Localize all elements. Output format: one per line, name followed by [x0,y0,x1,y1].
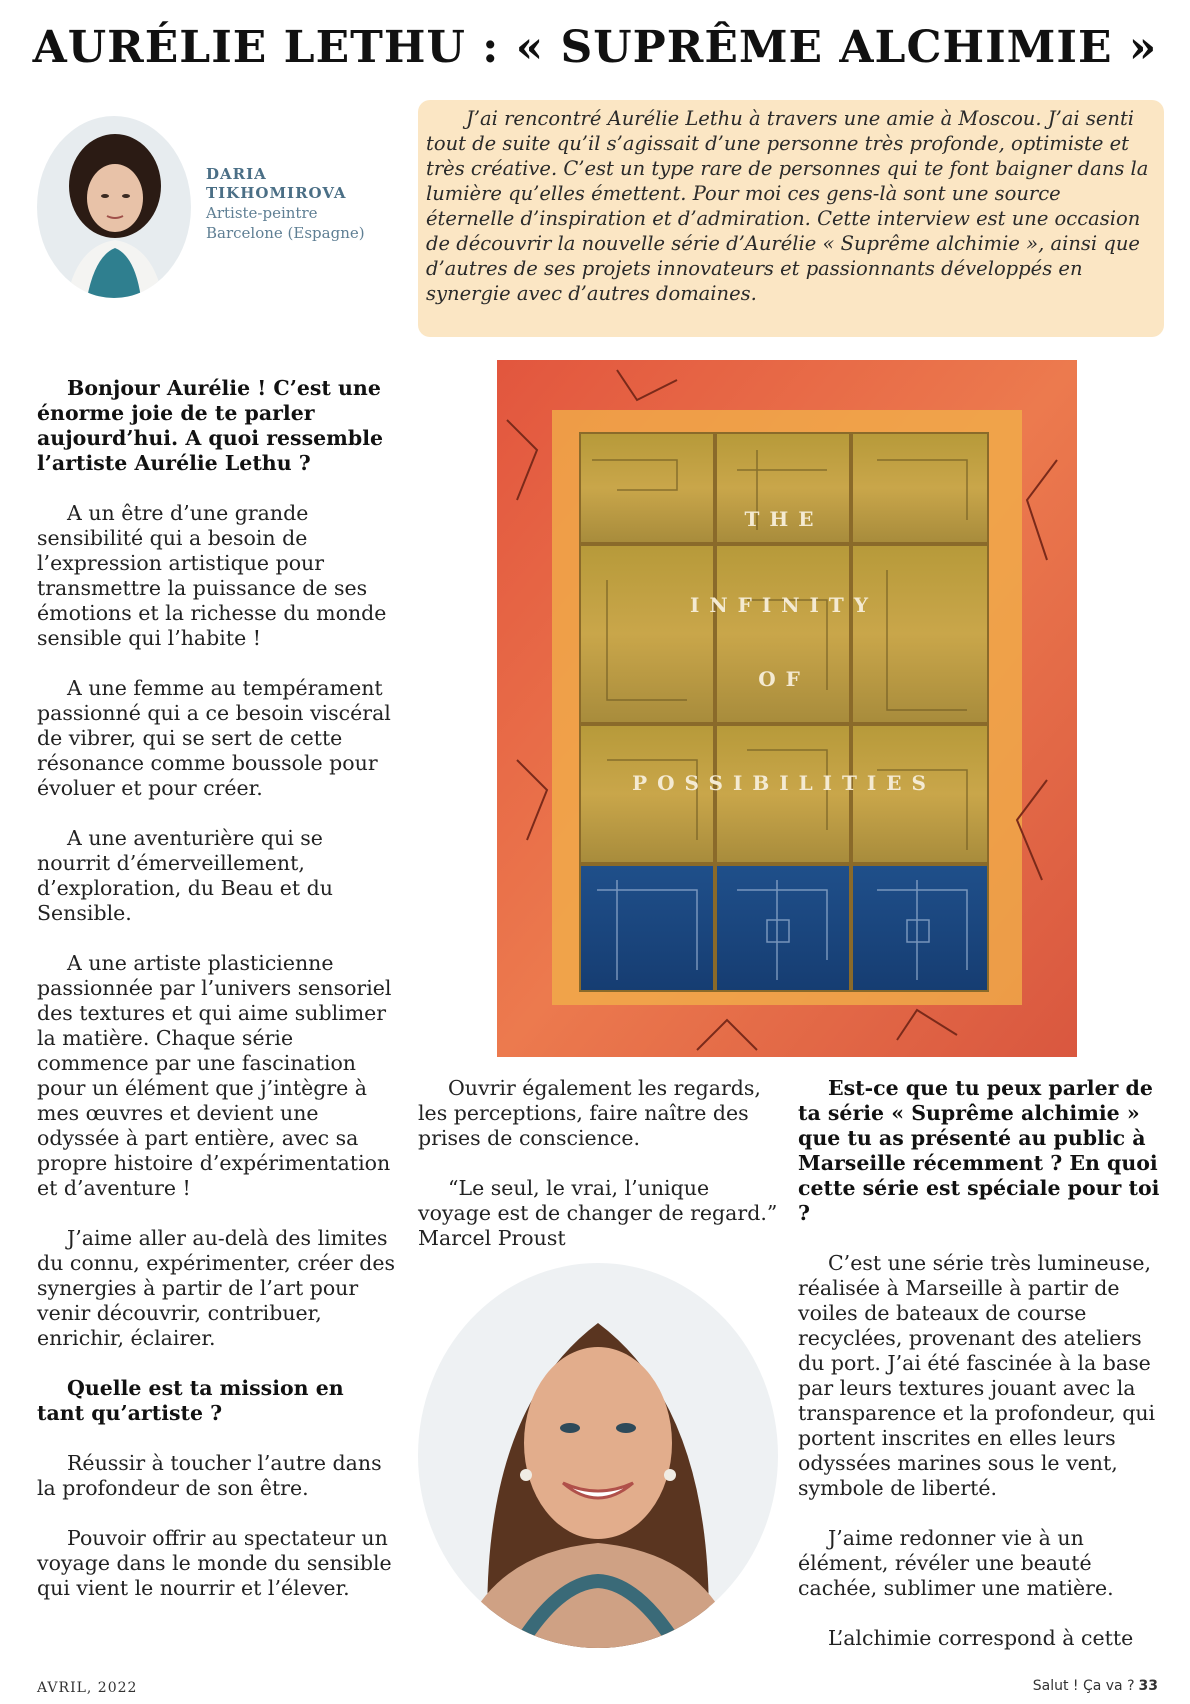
intro-text: J’ai rencontré Aurélie Lethu à travers une amie à Moscou. J’ai senti tout de suite qu’il s’agissait d’une personne très profonde, optimiste et très créative. C’est un type rare de personnes qui te font baigner dans la lumière qu’elles émettent. Pour moi ces gens-là sont une source éternelle d’inspiration et d’admiration. Cette interview est une occasion de découvrir la nouvelle série d’Aurélie « Suprême alchimie », ainsi que d’autres de ses projets innovateurs et passionnants développés en synergie avec d’autres domaines. [426,107,1149,305]
author-name-first: DARIA [206,165,267,183]
page-number: 33 [1138,1678,1158,1694]
answer-paragraph: J’aime aller au-delà des limites du connu, expérimenter, créer des synergies à partir de l’art pour venir découvrir, contribuer, enrichir, éclairer. [37,1226,395,1350]
answer-paragraph: Réussir à toucher l’autre dans la profondeur de son être. [37,1451,382,1500]
column-left [37,376,397,1626]
author-location: Barcelone (Espagne) [206,224,365,242]
answer-paragraph: A une aventurière qui se nourrit d’émerveillement, d’exploration, du Beau et du Sensible. [37,826,333,925]
artwork-word-the: THE [744,507,824,531]
author-role: Artiste-peintre [206,204,318,222]
question-text: Est-ce que tu peux parler de ta série « Suprême alchimie » que tu as présenté au public à Marseille récemment ? En quoi cette série est spéciale pour toi ? [798,1076,1160,1225]
answer-paragraph: Ouvrir également les regards, les perceptions, faire naître des prises de conscience. [418,1076,761,1150]
answer-paragraph: A une femme au tempérament passionné qui a ce besoin viscéral de vibrer, qui se sert de cette résonance comme boussole pour évoluer et pour créer. [37,676,391,800]
artwork-word-possibilities: POSSIBILITIES [632,771,936,795]
column-middle [418,1076,788,1276]
article-title: AURÉLIE LETHU : « SUPRÊME ALCHIMIE » [32,22,1158,73]
artwork-word-infinity: INFINITY [690,593,878,617]
author-name-last: TIKHOMIROVA [206,184,347,202]
question-text: Bonjour Aurélie ! C’est une énorme joie de te parler aujourd’hui. A quoi ressemble l’artiste Aurélie Lethu ? [37,376,384,475]
footer-date: AVRIL, 2022 [37,1680,138,1696]
author-avatar [37,116,191,298]
author-info [206,165,376,243]
answer-paragraph: A un être d’une grande sensibilité qui a besoin de l’expression artistique pour transmettre la puissance de ses émotions et la richesse du monde sensible qui l’habite ! [37,501,387,650]
artwork-image [497,360,1077,1057]
magazine-name: Salut ! Ça va ? [1032,1678,1135,1694]
answer-paragraph: Pouvoir offrir au spectateur un voyage dans le monde du sensible qui vient le nourrir et l’élever. [37,1526,392,1600]
footer-magazine [1033,1678,1158,1694]
quote-paragraph: “Le seul, le vrai, l’unique voyage est de changer de regard.” Marcel Proust [418,1176,778,1250]
answer-paragraph: J’aime redonner vie à un élément, révéler une beauté cachée, sublimer une matière. [798,1526,1114,1600]
column-right [798,1076,1160,1676]
artist-portrait [418,1263,778,1648]
artwork-word-of: OF [758,667,810,691]
answer-paragraph: C’est une série très lumineuse, réalisée à Marseille à partir de voiles de bateaux de course recyclées, provenant des ateliers du port. J’ai été fascinée à la base par leurs textures jouant avec la transparence et la profondeur, qui portent inscrites en elles leurs odyssées marines sous le vent, symbole de liberté. [798,1251,1156,1500]
answer-paragraph: L’alchimie correspond à cette [828,1626,1134,1650]
question-text: Quelle est ta mission en tant qu’artiste ? [37,1376,344,1425]
answer-paragraph: A une artiste plasticienne passionnée par l’univers sensoriel des textures et qui aime sublimer la matière. Chaque série commence par une fascination pour un élément que j’intègre à mes œuvres et devient une odyssée à part entière, avec sa propre histoire d’expérimentation et d’aventure ! [37,951,392,1200]
intro-box [418,100,1164,337]
